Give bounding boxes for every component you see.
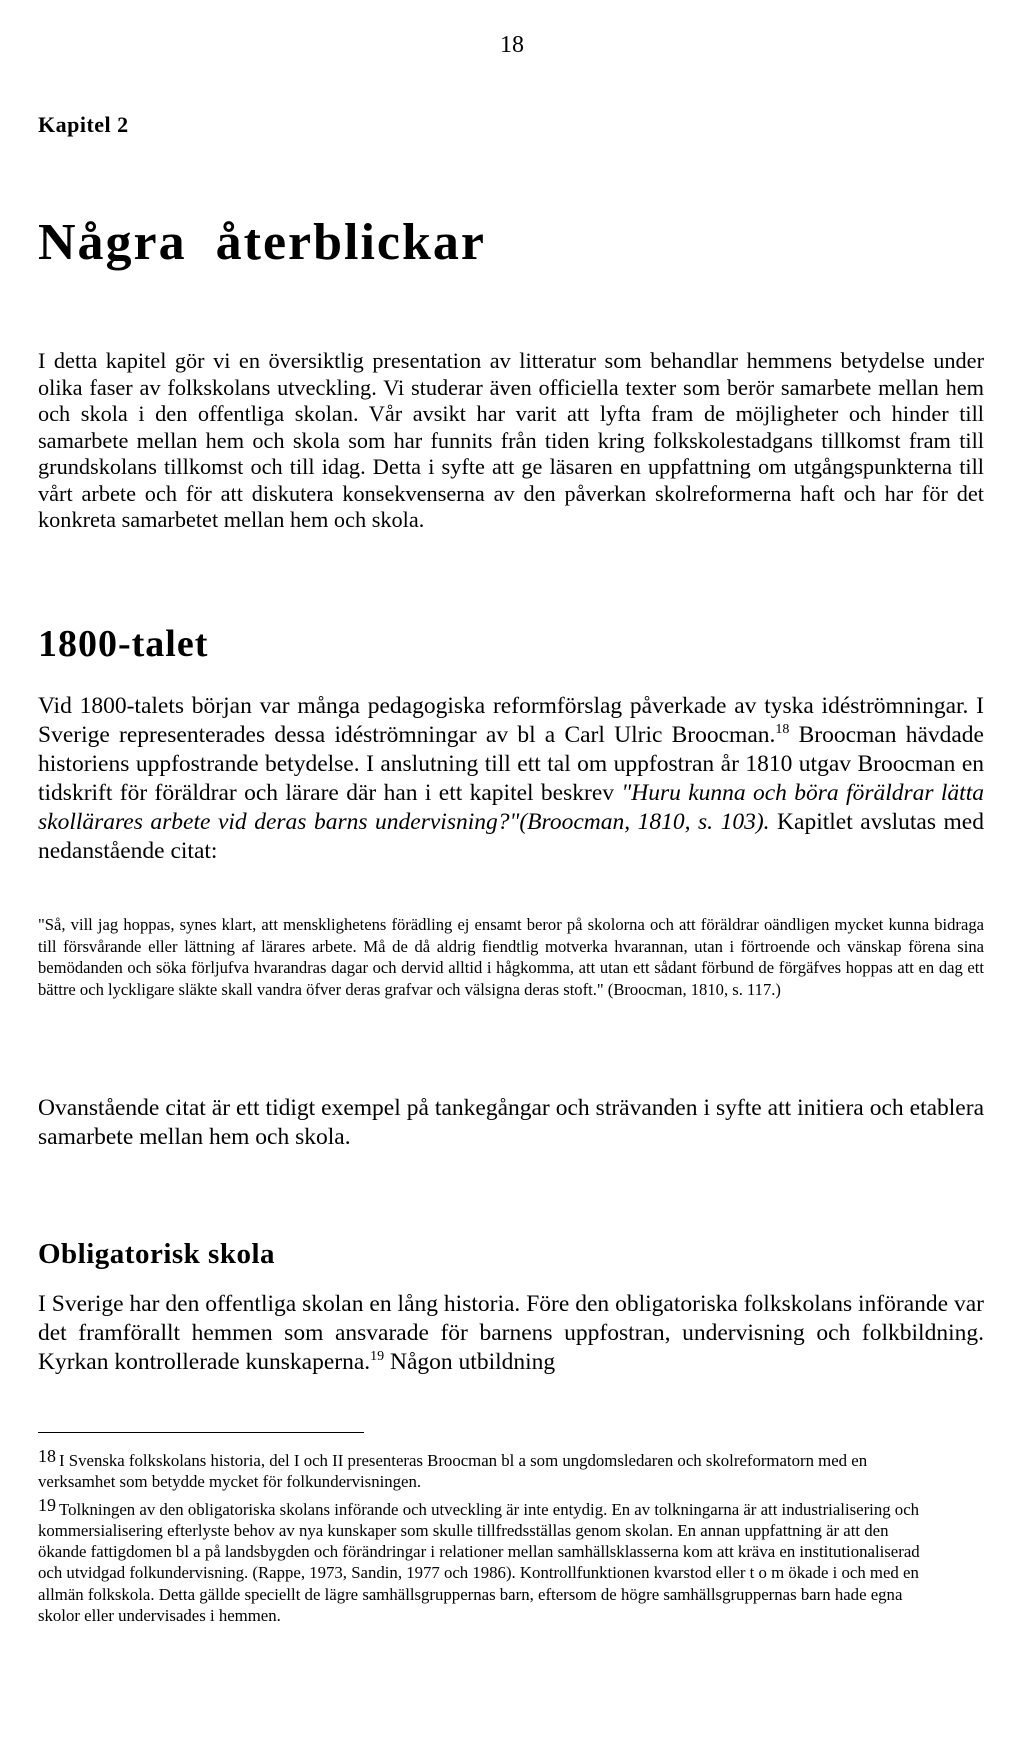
paragraph-text: Vid 1800-talets början var många pedagogiska reformförslag påverkade av tyska idéströmningar. I Sverige representerades dessa idéströmningar av bl a Carl Ulric Broocman. — [38, 693, 984, 748]
footnote-reference-18: 18 — [775, 722, 790, 737]
footnote-18 — [38, 1446, 938, 1493]
footnotes — [38, 1446, 938, 1628]
section-heading-obligatorisk-skola: Obligatorisk skola — [38, 1238, 276, 1270]
paragraph-text: I Sverige har den offentliga skolan en lång historia. Före den obligatoriska folkskolans införande var det framförallt hemmen som ansvarade för barnens uppfostran, undervisning och folkbildning. Kyrkan kontrollerade kunskaperna. — [38, 1291, 984, 1375]
paragraph-text: Någon utbildning — [384, 1349, 556, 1375]
chapter-label: Kapitel 2 — [38, 112, 129, 137]
block-quote: "Så, vill jag hoppas, synes klart, att mensklighetens förädling ej ensamt beror på skolorna och att föräldrar oändligen mycket kunna bidraga till försvårande eller lättning af lärares arbete. Må de då aldrig fiendtlig motverka hvarannan, utan i förtroende och vänskap förena sina bemödanden och söka förljufva hvarandras dagar och dervid alltid i hågkomma, att utan ett sådant förbund de förgäfves hoppas att en dag ett bättre och lyckligare släkte skall vandra öfver deras grafvar och välsigna deras stoft." (Broocman, 1810, s. 117.) — [38, 915, 984, 999]
footnote-text: Tolkningen av den obligatoriska skolans införande och utveckling är inte entydig. En av tolkningarna är att industrialisering och kommersialisering efterlyste behov av nya kunskaper som skulle tillfredsställas genom skolan. En annan uppfattning är att den ökande fattigdomen bl a på landsbygden och förändringar i relationer mellan samhällsklasserna kom att kräva en institutionaliserad och utvidgad folkundervisning. (Rappe, 1973, Sandin, 1977 och 1986). Kontrollfunktionen kvarstod eller t o m ökade i och med en allmän folkskola. Detta gällde speciellt de lägre samhällsgruppernas barn, eftersom de högre samhällsgruppernas barn hade egna skolor eller undervisades i hemmen. — [38, 1499, 920, 1626]
after-quote-paragraph: Ovanstående citat är ett tidigt exempel på tankegångar och strävanden i syfte att initiera och etablera samarbete mellan hem och skola. — [38, 1095, 984, 1150]
quoted-chapter-title: "Huru kunna och böra föräldrar lätta skollärares arbete vid deras barns undervisning?"(Broocman, 1810, s. 103). — [38, 780, 984, 835]
footnote-mark: 18 — [38, 1446, 56, 1466]
section-1800-paragraph — [38, 692, 984, 866]
paragraph-text: Broocman hävdade historiens uppfostrande betydelse. I anslutning till ett tal om uppfostran år 1810 utgav Broocman en tidskrift för föräldrar och lärare där han i ett kapitel beskrev — [38, 722, 984, 806]
section-heading-1800: 1800-talet — [38, 623, 209, 665]
chapter-title: Några återblickar — [38, 214, 487, 271]
footnote-text: I Svenska folkskolans historia, del I och II presenteras Broocman bl a som ungdomsledaren och skolreformatorn med en verksamhet som betydde mycket för folkundervisningen. — [38, 1451, 868, 1492]
page-number: 18 — [500, 32, 524, 58]
footnote-19 — [38, 1495, 938, 1627]
paragraph-text: Kapitlet avslutas med nedanstående citat: — [38, 809, 984, 864]
footnote-divider — [38, 1432, 364, 1433]
footnote-reference-19: 19 — [370, 1349, 385, 1364]
obligatorisk-skola-paragraph — [38, 1290, 984, 1377]
intro-paragraph: I detta kapitel gör vi en översiktlig presentation av litteratur som behandlar hemmens betydelse under olika faser av folkskolans utveckling. Vi studerar även officiella texter som berör samarbete mellan hem och skola i den offentliga skolan. Vår avsikt har varit att lyfta fram de möjligheter och hinder till samarbete mellan hem och skola som har funnits från tiden kring folkskolestadgans tillkomst fram till grundskolans tillkomst och till idag. Detta i syfte att ge läsaren en uppfattning om utgångspunkterna till vårt arbete och för att diskutera konsekvenserna av den påverkan skolreformerna haft och har för det konkreta samarbetet mellan hem och skola. — [38, 348, 984, 532]
footnote-mark: 19 — [38, 1494, 56, 1515]
